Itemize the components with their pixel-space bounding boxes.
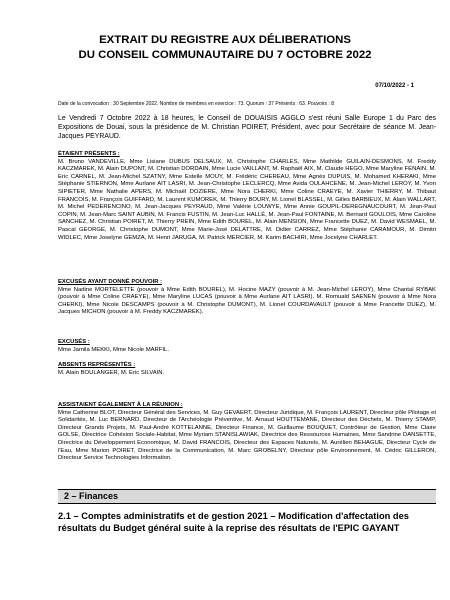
assistaient-section: [58, 402, 436, 463]
section-bar-title: 2 – Finances: [64, 491, 119, 501]
absents-list: M. Alain BOULANGER, M. Eric SILVAIN.: [58, 369, 165, 376]
excuses-list: Mme Jamila MEKKI, Mme Nicole MARFIL.: [58, 346, 169, 353]
convocation-line: Date de la convocation : 30 Septembre 2022. Nombre de membres en exercice : 73. Quorum : 37 Présents : 63. Pouvoirs : 8: [58, 101, 334, 107]
excuses-pouvoir-section: [58, 279, 436, 317]
excuses-pouvoir-heading: EXCUSÉS AYANT DONNÉ POUVOIR :: [58, 279, 163, 285]
subsection-title: 2.1 – Comptes administratifs et de gestion 2021 – Modification d'affectation des résultats du Budget général suite à la reprise des résultats de l'EPIC GAYANT: [58, 511, 409, 533]
document-title-line2: DU CONSEIL COMMUNAUTAIRE DU 7 OCTOBRE 2022: [78, 49, 372, 61]
assistaient-list: Mme Catherine BLOT, Directeur Général des Services, M. Guy GEVAERT, Directeur Juridique, M. François LAURENT, Directeur pôle Pilotage et Solidarités, M. Luc BERNARD, Directeur de l'Archéologie Préventive, M. Arnaud HOUTTEMANE, Directeur des Déchets, M. Thierry STAMP, Directeur Grands Projets, M. Paul-André KOTTELANNE, Directeur Finance, M. Guillaume BOUQUET, Contrôleur de Gestion, Mme Claire GOLSE, Directrice Cohésion Sociale-Habitat, Mme Myriam STANISLAWIAK, Directrice des Ressources Humaines, Mme Sandrine DANSETTE, Directrice du Développement Economique, M. David FRANCOIS, Directeur des Espaces Naturels, M. Aurélien BEHAGUE, Directeur Cycle de l'Eau, Mme Marion POIRET, Directrice de la Communication, M. Marc GROBELNY, Directeur pôle Environnement, M. Cédric GILLERON, Directeur Service Technologies Information.: [58, 409, 436, 462]
document-title-line1: EXTRAIT DU REGISTRE AUX DÉLIBERATIONS: [99, 34, 351, 46]
excuses-section: [58, 339, 436, 354]
absents-section: [58, 362, 436, 377]
section-bar: [58, 489, 436, 504]
presents-list: M. Bruno VANDEVILLE, Mme Lisiane DUBUS DELSAUX, M. Christophe CHARLES, Mme Mathilde GUILAIN-DESMONS, M. Freddy KACZMAREK, M. Alain DUPONT, M. Christian DORDAIN, Mme Lucie VAILLANT, M. Raphaël AIX, M. Claude HEGO, Mme Maryline FENAIN, M. Eric CARNEL, M. Jean-Michel SZATNY, Mme Estelle MOUY, M. Frédéric CHEREAU, Mme Agnès DUPUIS, M. Mohamed KHERAKI, Mme Stéphanie STIERNON, Mme Aurlane AIT LASRI, M. Jean-Christophe LECLERCQ, Mme Avida OULAHCENE, M. Jean-Michel LEROY, M. Yvon SIPIETER, Mme Nathalie APERS, M. Michaël DOZIERE, Mme Nora CHERKI, Mme Coline CRAEYE, M. Xavier THIERRY, M. Thibaut FRANCOIS, M. François GUIFFARD, M. Laurent KUMOREK, M. Thierry BOURY, M. Lionel BLASSEL, M. Gilles BARBIEUX, M. Alain WALLART, M. Michel PEDERENCINO, M. Jean-Jacques PEYRAUD, Mme Valérie LOUWYE, Mme Annie GOUPIL-DEREGNAUCOURT, M. Jean-Paul COPIN, M. Jean-Marc SAINT AUBIN, M. Francis FUSTIN, M. Jean-Luc HALLÉ, M. Jean-Paul FONTAINE, M. Bernard GOULOIS, Mme Caroline SANCHEZ, M. Christian POIRET, M. Thierry PREIN, Mme Edith BOUREL, M. Alain MENSION, Mme Francette DUEZ, M. David WESMAEL, M. Pascal GEORGE, M. Christophe DUMONT, Mme Marie-José DELATTRE, M. Didier CARREZ, Mme Stéphanie CARAMOUR, M. Dimitri WIDLEC, Mme Joselyne GEMZA, M. Henri JARUGA, M. Patrick MERCIER, M. Karim BACHIRI, Mme Jocelyne CHARLET.: [58, 158, 436, 241]
intro-paragraph: Le Vendredi 7 Octobre 2022 à 18 heures, le Conseil de DOUAISIS AGGLO s'est réuni Salle Europe 1 du Parc des Expositions de Douai, sous la présidence de M. Christian POIRET, Président, avec pour Secrétaire de séance M. Jean-Jacques PEYRAUD.: [58, 115, 436, 140]
assistaient-heading: ASSISTAIENT ÉGALEMENT À LA RÉUNION :: [58, 402, 183, 408]
presents-heading: ÉTAIENT PRÉSENTS :: [58, 151, 120, 157]
presents-section: [58, 151, 436, 242]
excuses-pouvoir-list: Mme Nadine MORTELETTE (pouvoir à Mme Edith BOUREL), M. Hocine MAZY (pouvoir à M. Jean-Michel LEROY), Mme Chantal RYBAK (pouvoir à Mme Coline CRAEYE), Mme Maryline LUCAS (pouvoir à Mme Aurlane AIT LASRI), M. Romuald SAENEN (pouvoir à Mme Nora CHERKI), Mme Nicole DESCAMPS (pouvoir à M. Christophe DUMONT), M. Lionel COURDAVAULT (pouvoir à Mme Francette DUEZ), M. Jacques MICHON (pouvoir à M. Freddy KACZMAREK).: [58, 286, 436, 316]
deliberation-reference: 07/10/2022 - 1: [375, 83, 414, 89]
absents-heading: ABSENTS REPRÉSENTÉS :: [58, 362, 136, 368]
excuses-heading: EXCUSÉS :: [58, 339, 90, 345]
